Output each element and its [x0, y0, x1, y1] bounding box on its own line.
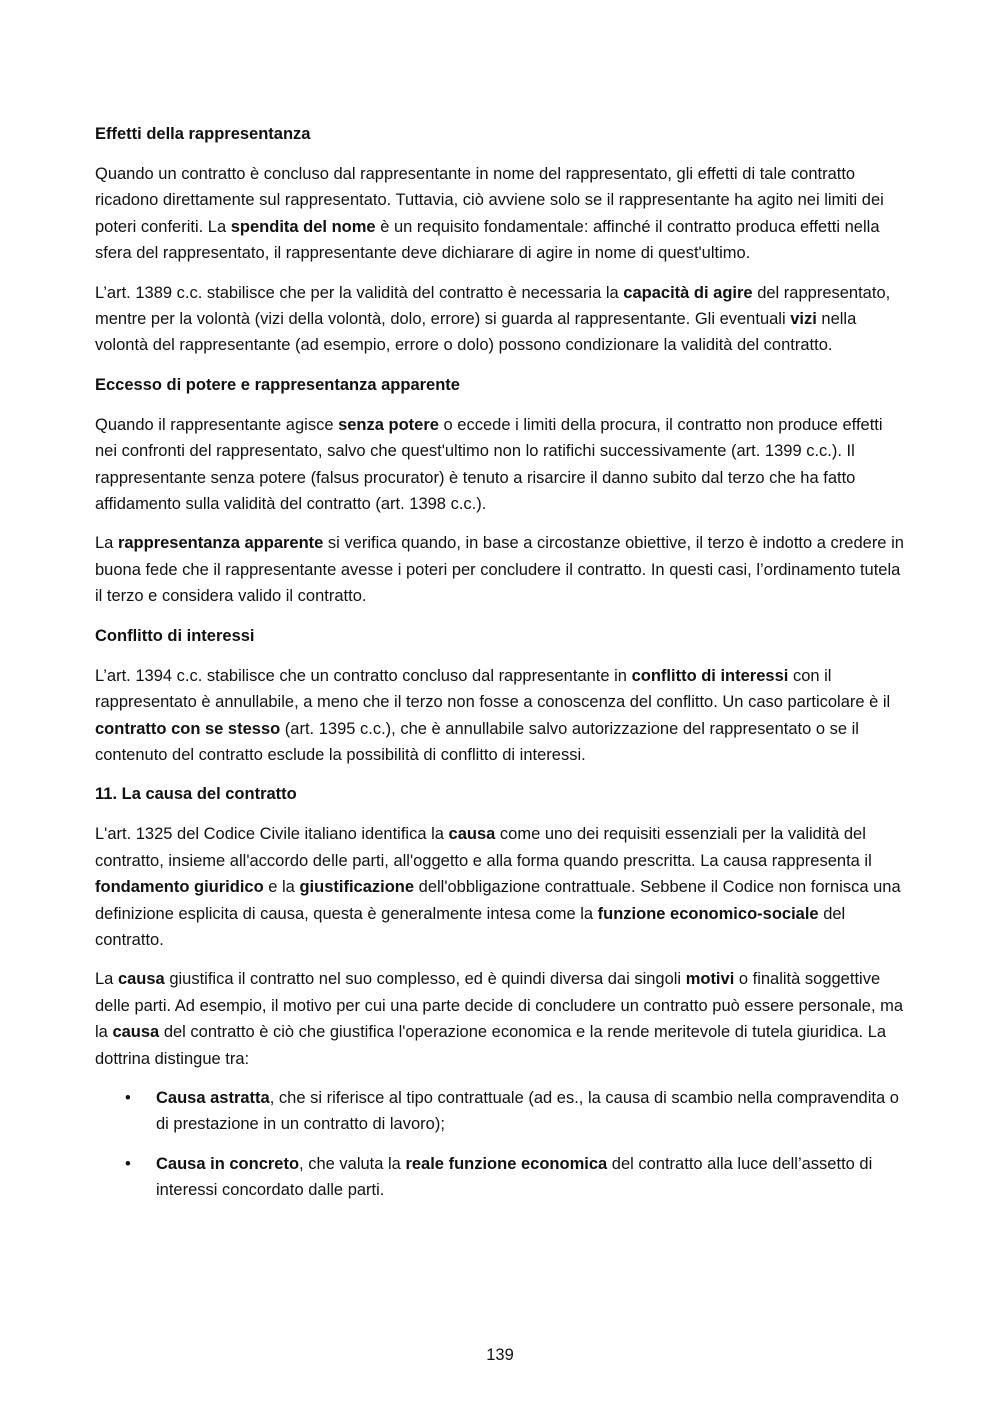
bold-term: reale funzione economica — [405, 1154, 608, 1173]
text-run: nella volontà del rappresentante (ad esempio, errore o dolo) possono condizionare la validità del contratto. — [95, 310, 857, 355]
text-run: giustifica il contratto nel suo complesso, ed è quindi diversa dai singoli — [164, 970, 686, 989]
list-item — [95, 1085, 907, 1138]
text-run: o eccede i limiti della procura, il contratto non produce effetti nei confronti del rappresentato, salvo che quest'ultimo non lo ratifichi successivamente (art. 1399 c.c.). Il rappresentante senza potere (falsus procurator) è tenuto a risarcire il danno subito dal terzo che ha fatto affidamento sulla validità del contratto (art. 1398 c.c.). — [95, 415, 883, 514]
text-run: del contratto è ciò che giustifica l'operazione economica e la rende meritevole di tutela giuridica. La dottrina distingue tra: — [95, 1023, 887, 1068]
bullet-list — [95, 1085, 907, 1204]
bold-term: Causa astratta — [156, 1088, 270, 1107]
text-run: del rappresentato, mentre per la volontà (vizi della volontà, dolo, errore) si guarda al rappresentante. Gli eventuali — [95, 283, 891, 329]
paragraph — [95, 966, 907, 1072]
text-run: L'art. 1325 del Codice Civile italiano identifica la — [95, 825, 449, 844]
text-run: è un requisito fondamentale: affinché il contratto produca effetti nella sfera del rappresentato, il rappresentante deve dichiarare di agire in nome di quest'ultimo. — [95, 217, 880, 263]
text-run: del contratto alla luce dell’assetto di interessi concordato dalle parti. — [156, 1154, 873, 1200]
section-heading: Eccesso di potere e rappresentanza apparente — [95, 375, 460, 394]
bold-term: capacità di agire — [623, 283, 753, 302]
list-item — [95, 1151, 907, 1204]
text-run: L’art. 1389 c.c. stabilisce che per la validità del contratto è necessaria la — [95, 283, 624, 302]
bold-term: giustificazione — [299, 878, 415, 897]
paragraph — [95, 821, 907, 953]
section-heading: Effetti della rappresentanza — [95, 125, 311, 143]
text-run: dell'obbligazione contrattuale. Sebbene il Codice non fornisca una definizione esplicita di causa, questa è generalmente intesa come la — [95, 878, 901, 923]
bold-term: rappresentanza apparente — [117, 534, 324, 553]
bold-term: fondamento giuridico — [95, 878, 264, 897]
text-run: (art. 1395 c.c.), che è annullabile salvo autorizzazione del rappresentato o se il contenuto del contratto esclude la possibilità di conflitto di interessi. — [95, 719, 859, 764]
bold-term: conflitto di interessi — [631, 666, 789, 685]
text-run: La — [95, 534, 118, 553]
paragraph — [95, 161, 907, 267]
text-run: e la — [263, 878, 300, 897]
bold-term: causa — [117, 970, 165, 989]
text-run: con il rappresentato è annullabile, a meno che il terzo non fosse a conoscenza del conflitto. Un caso particolare è il — [95, 666, 891, 712]
bold-term: funzione economico-sociale — [597, 904, 819, 923]
bold-term: motivi — [685, 970, 735, 989]
text-run: , che valuta la — [299, 1154, 406, 1173]
text-run: o finalità soggettive delle parti. Ad esempio, il motivo per cui una parte decide di concludere un contratto può essere personale, ma la — [95, 970, 904, 1042]
bold-term: causa — [448, 825, 496, 844]
bold-term: senza potere — [338, 415, 439, 434]
section-heading: 11. La causa del contratto — [95, 785, 297, 804]
page-number: 139 — [486, 1346, 514, 1364]
text-run: come uno dei requisiti essenziali per la validità del contratto, insieme all'accordo delle parti, all'oggetto e alla forma quando prescritta. La causa rappresenta il — [95, 825, 872, 870]
text-run: La — [95, 970, 118, 989]
bold-term: causa — [112, 1023, 160, 1042]
text-run: Quando il rappresentante agisce — [95, 415, 339, 434]
page-content — [95, 121, 907, 1217]
paragraph — [95, 412, 907, 518]
bold-term: spendita del nome — [230, 217, 376, 236]
bold-term: vizi — [790, 310, 817, 329]
bold-term: Causa in concreto — [156, 1154, 300, 1173]
text-run: , che si riferisce al tipo contrattuale (ad es., la causa di scambio nella compravendita o di prestazione in un contratto di lavoro); — [156, 1088, 899, 1134]
text-run: L’art. 1394 c.c. stabilisce che un contratto concluso dal rappresentante in — [95, 666, 632, 685]
text-run: Quando un contratto è concluso dal rappresentante in nome del rappresentato, gli effetti di tale contratto ricadono direttamente sul rappresentato. Tuttavia, ciò avviene solo se il rappresentante ha agito nei limiti dei poteri conferiti. La — [95, 165, 884, 236]
text-run: del contratto. — [95, 904, 846, 949]
text-run: si verifica quando, in base a circostanze obiettive, il terzo è indotto a credere in buona fede che il rappresentante avesse i poteri per concludere il contratto. In questi casi, l’ordinamento tutela il terzo e considera valido il contratto. — [95, 534, 904, 606]
section-heading: Conflitto di interessi — [95, 626, 255, 645]
bold-term: contratto con se stesso — [95, 719, 281, 738]
paragraph — [95, 530, 907, 609]
paragraph — [95, 663, 907, 769]
paragraph — [95, 280, 907, 359]
